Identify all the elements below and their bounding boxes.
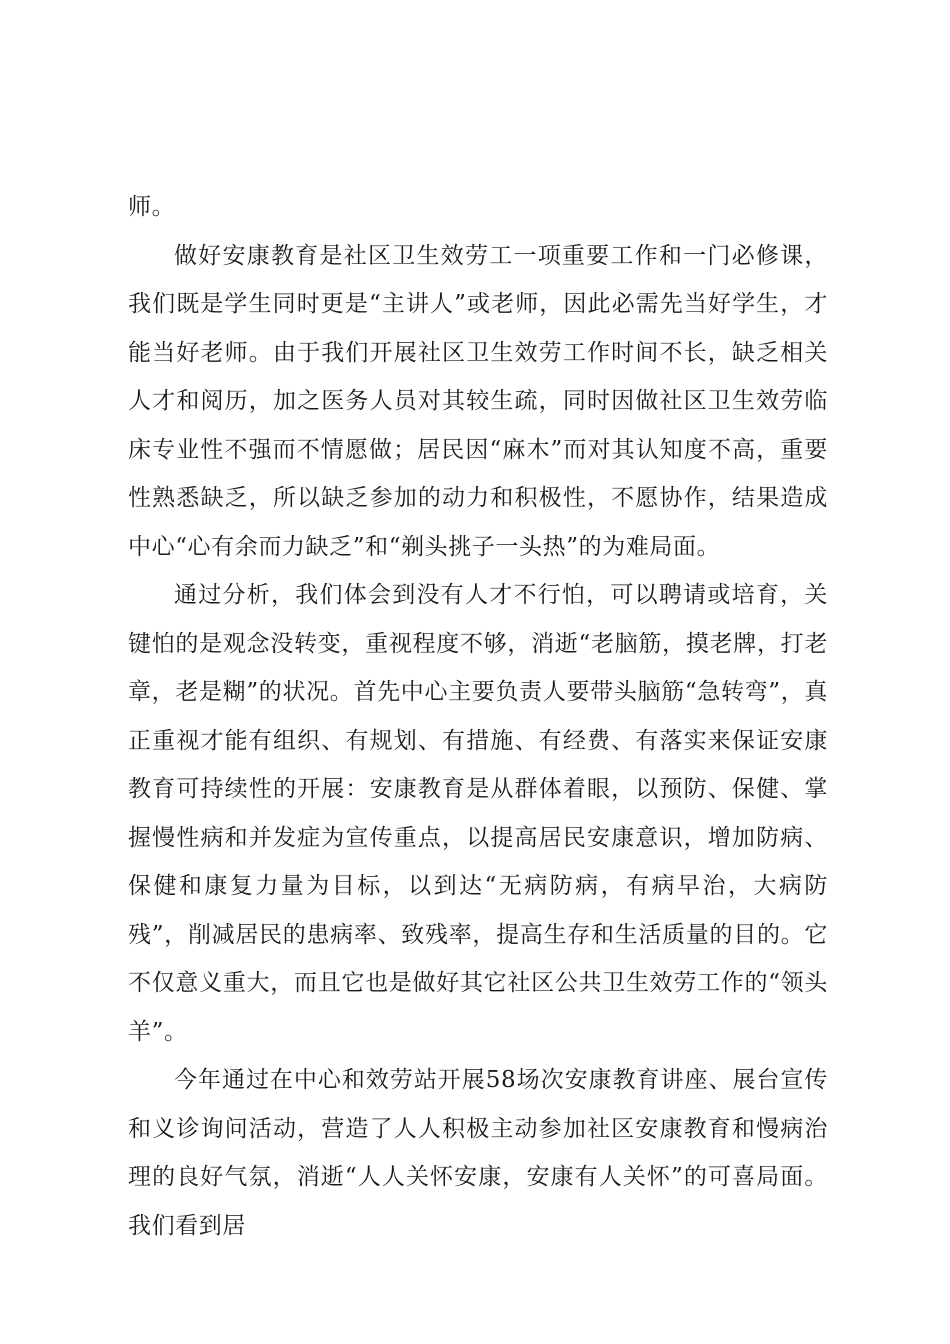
paragraph-health-education-importance: 做好安康教育是社区卫生效劳工一项重要工作和一门必修课，我们既是学生同时更是“主讲人”或老师，因此必需先当好学生，才能当好老师。由于我们开展社区卫生效劳工作时间不长，缺乏相关人才和阅历，加之医务人员对其较生疏，同时因做社区卫生效劳临床专业性不强而不情愿做；居民因“麻木”而对其认知度不高，重要性熟悉缺乏，所以缺乏参加的动力和积极性，不愿协作，结果造成中心“心有余而力缺乏”和“剃头挑子一头热”的为难局面。 <box>128 242 828 560</box>
paragraph-activities: 今年通过在中心和效劳站开展58场次安康教育讲座、展台宣传和义诊询问活动，营造了人人积极主动参加社区安康教育和慢病治理的良好气氛，消逝“人人关怀安康，安康有人关怀”的可喜局面。我们看到居 <box>128 1067 828 1239</box>
paragraph-continuation: 师。 <box>128 194 176 220</box>
body-text <box>128 183 828 1250</box>
paragraph-analysis: 通过分析，我们体会到没有人才不行怕，可以聘请或培育，关键怕的是观念没转变，重视程度不够，消逝“老脑筋，摸老牌，打老章，老是糊”的状况。首先中心主要负责人要带头脑筋“急转弯”，真正重视才能有组织、有规划、有措施、有经费、有落实来保证安康教育可持续性的开展：安康教育是从群体着眼，以预防、保健、掌握慢性病和并发症为宣传重点，以提高居民安康意识，增加防病、保健和康复力量为目标，以到达“无病防病，有病早治，大病防残”，削减居民的患病率、致残率，提高生存和生活质量的目的。它不仅意义重大，而且它也是做好其它社区公共卫生效劳工作的“领头羊”。 <box>128 582 828 1045</box>
